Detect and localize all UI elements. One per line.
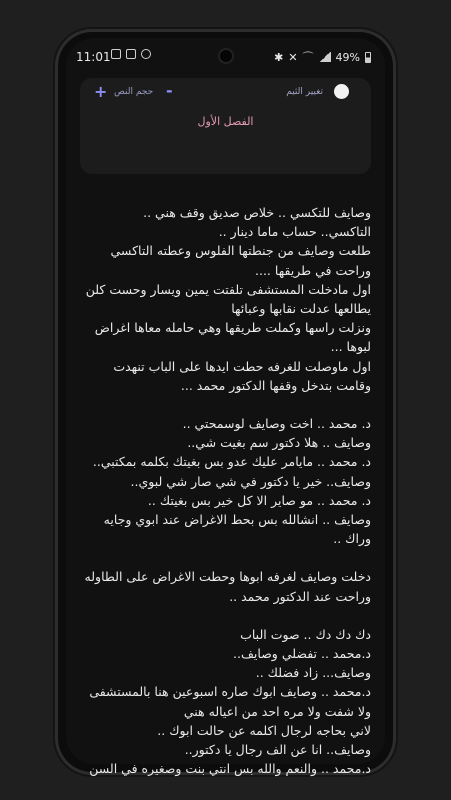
paragraph: وصايف للتكسي .. خلاص صديق وقف هني .. التاكسي.. حساب ماما دينار .. طلعت وصايف من جنطتها الفلوس وعطته التاكسي وراحت في طريقها .... اول مادخلت المستشفى تلفتت يمين ويسار وحست كلن يطالعها عدلت نقابها وعبائها ونزلت راسها وكملت طريقها وهي حامله معاها اغراض لبوها ... اول ماوصلت للغرفه حطت ايدها على الباب تنهدت وقامت بتدخل وقفها الدكتور محمد ...	[85, 205, 371, 393]
bluetooth-icon: ✱	[274, 50, 284, 64]
front-camera	[220, 50, 232, 62]
phone-frame	[58, 32, 393, 777]
status-time: 11:01	[76, 50, 111, 64]
decrease-font-button[interactable]: -	[166, 81, 173, 100]
image-icon	[111, 49, 121, 59]
theme-label: تغيير الثيم	[286, 87, 323, 97]
download-icon	[126, 49, 136, 59]
signal-icon	[319, 52, 331, 62]
reader-settings-panel	[80, 78, 371, 174]
shield-icon	[141, 49, 151, 59]
font-size-label: حجم النص	[114, 87, 154, 97]
app-screen	[66, 38, 385, 777]
wifi-icon: ⌒	[302, 51, 314, 64]
paragraph: د. محمد .. اخت وصايف لوسمحتي .. وصايف .. هلا دكتور سم بغيت شي.. د. محمد .. مايامر عليك عدو بس بغيتك بكلمه بمكتبي.. وصايف.. خير يا دكتور في شي صار شي لبوي.. د. محمد .. مو صاير الا كل خير بس بغيتك .. وصايف .. انشالله بس بحط الاغراض عند ابوي وجايه وراك ..	[92, 416, 371, 547]
battery-percent: 49%	[335, 50, 360, 64]
system-icons	[274, 49, 371, 65]
mute-icon: ✕	[288, 50, 298, 64]
battery-icon	[365, 52, 371, 63]
increase-font-button[interactable]: +	[94, 82, 108, 101]
paragraph: دك دك دك .. صوت الباب د.محمد .. تفضلي وصايف.. وصايف... زاد فضلك .. د.محمد .. وصايف ابوك صاره اسبوعين هنا بالمستشفى ولا شفت ولا مره احد من اعياله هني لاني بحاجه لرجال اكلمه عن حالت ابوك .. وصايف.. انا عن الف رجال يا دكتور.. د.محمد .. والنعم والله بس انتي بنت وصغيره في السن	[89, 626, 371, 777]
theme-toggle[interactable]	[334, 84, 349, 99]
chapter-title: الفصل الأول	[197, 115, 254, 128]
status-bar	[66, 38, 385, 76]
notification-icons	[111, 49, 151, 59]
paragraph: دخلت وصايف لغرفه ابوها وحطت الاغراض على الطاوله وراحت عند الدكتور محمد ..	[84, 569, 371, 604]
story-text	[80, 203, 371, 778]
